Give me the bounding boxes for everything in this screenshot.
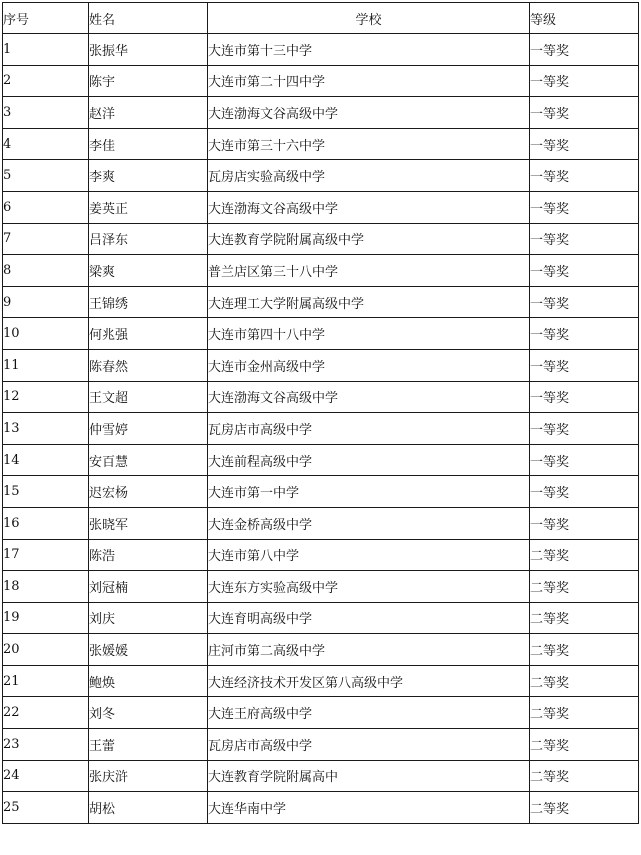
row-no: 2 [3,65,89,97]
row-grade: 一等奖 [530,128,639,160]
table-row [3,65,639,97]
row-no: 4 [3,128,89,160]
row-school: 大连市第四十八中学 [208,318,530,350]
row-no: 8 [3,255,89,287]
row-name: 张庆浒 [89,760,208,792]
row-name: 胡松 [89,792,208,824]
row-grade: 一等奖 [530,381,639,413]
row-school: 大连教育学院附属高级中学 [208,223,530,255]
row-school: 瓦房店市高级中学 [208,729,530,761]
row-school: 大连市第二十四中学 [208,65,530,97]
row-school: 大连华南中学 [208,792,530,824]
row-school: 大连市第十三中学 [208,34,530,66]
row-no: 25 [3,792,89,824]
table-row [3,476,639,508]
row-school: 大连育明高级中学 [208,602,530,634]
row-name: 陈浩 [89,539,208,571]
table-row [3,602,639,634]
row-grade: 一等奖 [530,160,639,192]
row-name: 王文超 [89,381,208,413]
header-no: 序号 [3,3,89,34]
row-name: 陈宇 [89,65,208,97]
row-grade: 一等奖 [530,34,639,66]
table-row [3,255,639,287]
row-name: 安百慧 [89,444,208,476]
row-school: 瓦房店实验高级中学 [208,160,530,192]
row-no: 12 [3,381,89,413]
table-header [3,3,639,34]
row-no: 21 [3,665,89,697]
row-no: 11 [3,349,89,381]
row-name: 王蕾 [89,729,208,761]
table-row [3,286,639,318]
row-school: 大连教育学院附属高中 [208,760,530,792]
row-name: 姜英正 [89,191,208,223]
row-school: 大连渤海文谷高级中学 [208,191,530,223]
header-grade: 等级 [530,3,639,34]
table-row [3,697,639,729]
row-school: 大连金桥高级中学 [208,507,530,539]
row-no: 7 [3,223,89,255]
row-grade: 二等奖 [530,697,639,729]
table-row [3,634,639,666]
row-no: 17 [3,539,89,571]
header-school: 学校 [208,3,530,34]
row-no: 3 [3,97,89,129]
row-name: 张媛媛 [89,634,208,666]
row-school: 大连经济技术开发区第八高级中学 [208,665,530,697]
row-grade: 二等奖 [530,634,639,666]
header-name: 姓名 [89,3,208,34]
row-grade: 一等奖 [530,286,639,318]
row-no: 1 [3,34,89,66]
row-no: 18 [3,571,89,603]
table-row [3,507,639,539]
table-row [3,128,639,160]
row-name: 刘冠楠 [89,571,208,603]
row-name: 吕泽东 [89,223,208,255]
row-grade: 一等奖 [530,318,639,350]
row-grade: 一等奖 [530,413,639,445]
row-name: 李佳 [89,128,208,160]
row-school: 大连渤海文谷高级中学 [208,381,530,413]
row-grade: 二等奖 [530,571,639,603]
table-row [3,191,639,223]
row-grade: 二等奖 [530,602,639,634]
row-name: 赵洋 [89,97,208,129]
row-school: 大连王府高级中学 [208,697,530,729]
row-name: 王锦绣 [89,286,208,318]
table-row [3,160,639,192]
table-row [3,760,639,792]
row-school: 瓦房店市高级中学 [208,413,530,445]
award-table [2,2,639,824]
row-school: 大连市第一中学 [208,476,530,508]
row-grade: 一等奖 [530,444,639,476]
row-no: 16 [3,507,89,539]
row-no: 19 [3,602,89,634]
table-row [3,729,639,761]
row-no: 22 [3,697,89,729]
table-row [3,413,639,445]
table-body [3,34,639,824]
row-grade: 一等奖 [530,97,639,129]
row-name: 张振华 [89,34,208,66]
row-name: 张晓军 [89,507,208,539]
row-school: 大连东方实验高级中学 [208,571,530,603]
table-row [3,539,639,571]
row-grade: 一等奖 [530,65,639,97]
row-name: 梁爽 [89,255,208,287]
row-no: 23 [3,729,89,761]
row-grade: 二等奖 [530,539,639,571]
row-no: 20 [3,634,89,666]
row-school: 大连前程高级中学 [208,444,530,476]
row-no: 14 [3,444,89,476]
row-no: 24 [3,760,89,792]
table-row [3,665,639,697]
row-name: 刘庆 [89,602,208,634]
row-no: 9 [3,286,89,318]
row-school: 大连市第八中学 [208,539,530,571]
row-grade: 二等奖 [530,665,639,697]
row-grade: 一等奖 [530,349,639,381]
row-school: 大连市金州高级中学 [208,349,530,381]
row-school: 大连市第三十六中学 [208,128,530,160]
row-grade: 一等奖 [530,255,639,287]
header-row [3,3,639,34]
row-name: 何兆强 [89,318,208,350]
row-school: 大连渤海文谷高级中学 [208,97,530,129]
row-no: 10 [3,318,89,350]
row-name: 陈春然 [89,349,208,381]
row-grade: 一等奖 [530,191,639,223]
row-school: 大连理工大学附属高级中学 [208,286,530,318]
row-name: 鲍焕 [89,665,208,697]
table-row [3,571,639,603]
table-row [3,444,639,476]
row-no: 5 [3,160,89,192]
row-name: 李爽 [89,160,208,192]
row-grade: 一等奖 [530,507,639,539]
row-name: 迟宏杨 [89,476,208,508]
table-row [3,381,639,413]
row-no: 13 [3,413,89,445]
row-school: 庄河市第二高级中学 [208,634,530,666]
table-row [3,223,639,255]
row-name: 仲雪婷 [89,413,208,445]
table-row [3,349,639,381]
table-row [3,34,639,66]
row-name: 刘冬 [89,697,208,729]
table-row [3,318,639,350]
row-school: 普兰店区第三十八中学 [208,255,530,287]
table-row [3,97,639,129]
row-grade: 一等奖 [530,476,639,508]
row-grade: 一等奖 [530,223,639,255]
row-grade: 二等奖 [530,729,639,761]
table-row [3,792,639,824]
row-no: 15 [3,476,89,508]
row-grade: 二等奖 [530,760,639,792]
row-grade: 二等奖 [530,792,639,824]
row-no: 6 [3,191,89,223]
